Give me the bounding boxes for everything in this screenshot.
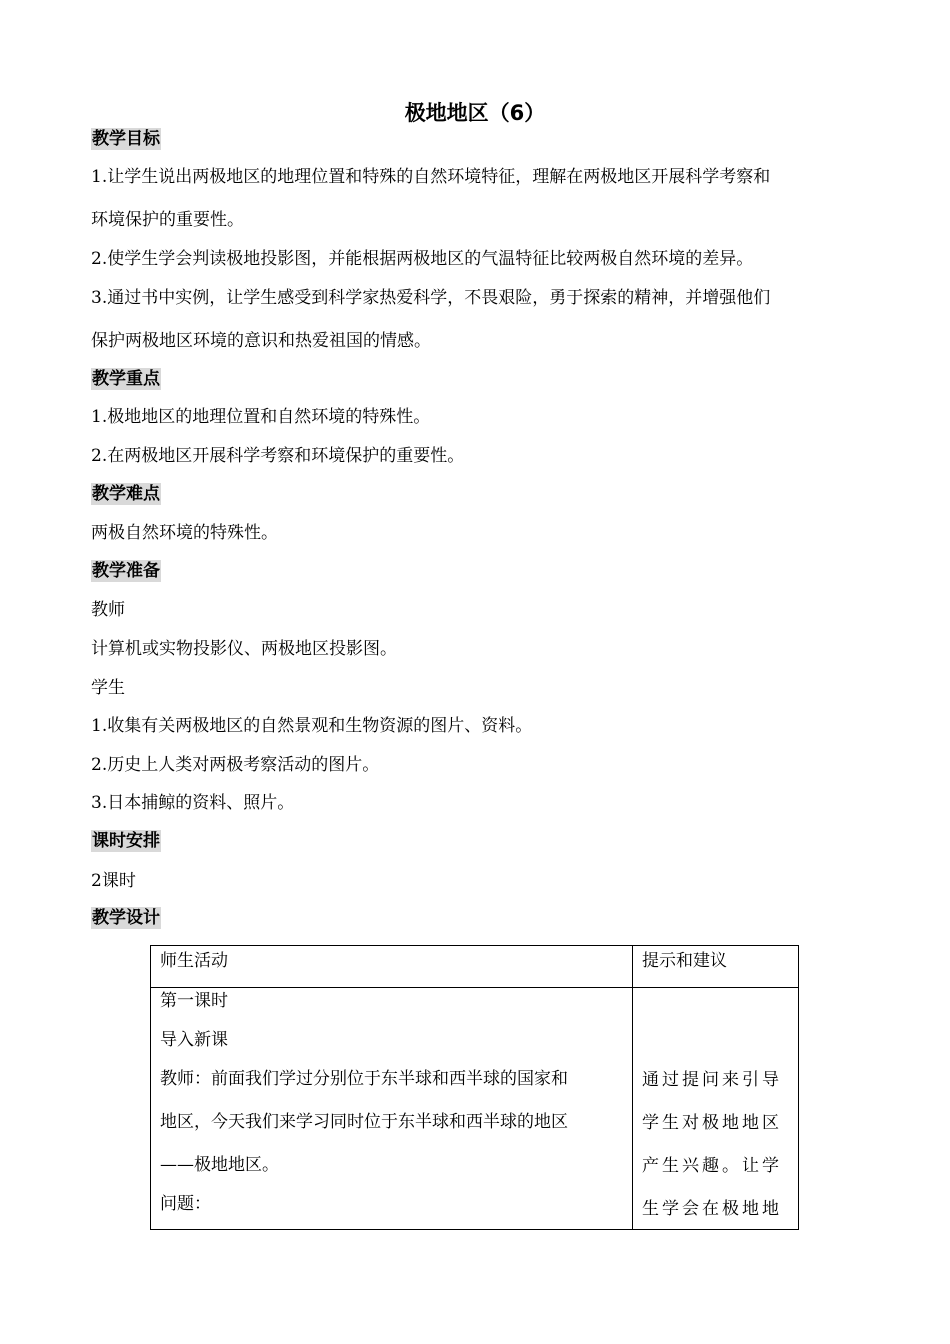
section-heading-schedule: 课时安排: [92, 831, 160, 851]
hint-line: 学生对极地地区: [642, 1113, 782, 1133]
student-item: 1.收集有关两极地区的自然景观和生物资源的图片、资料。: [91, 716, 533, 736]
activity-line: 第一课时: [160, 991, 228, 1011]
page-title: 极地地区（6）: [404, 101, 546, 125]
activity-line: 地区，今天我们来学习同时位于东半球和西半球的地区: [160, 1112, 568, 1132]
teacher-items: 计算机或实物投影仪、两极地区投影图。: [91, 639, 397, 659]
goal-line: 1.让学生说出两极地区的地理位置和特殊的自然环境特征，理解在两极地区开展科学考察和: [91, 167, 771, 187]
section-heading-goals: 教学目标: [92, 129, 160, 149]
key-point-line: 1.极地地区的地理位置和自然环境的特殊性。: [91, 407, 431, 427]
key-point-line: 2.在两极地区开展科学考察和环境保护的重要性。: [91, 446, 465, 466]
activity-line: 问题：: [160, 1194, 211, 1214]
table-header-activity: 师生活动: [160, 951, 228, 971]
section-heading-key-points: 教学重点: [92, 369, 160, 389]
hint-line: 产生兴趣。让学: [642, 1156, 782, 1176]
student-label: 学生: [91, 678, 125, 698]
activity-line: ——极地地区。: [160, 1155, 279, 1175]
activity-line: 教师：前面我们学过分别位于东半球和西半球的国家和: [160, 1069, 568, 1089]
teacher-label: 教师: [91, 600, 125, 620]
difficulty-line: 两极自然环境的特殊性。: [91, 523, 278, 543]
table-header-hint: 提示和建议: [642, 951, 727, 971]
goal-line: 3.通过书中实例，让学生感受到科学家热爱科学，不畏艰险，勇于探索的精神，并增强他们: [91, 288, 771, 308]
goal-line: 环境保护的重要性。: [91, 210, 244, 230]
section-heading-preparation: 教学准备: [92, 561, 160, 581]
hint-line: 通过提问来引导: [642, 1070, 782, 1090]
goal-line: 2.使学生学会判读极地投影图，并能根据两极地区的气温特征比较两极自然环境的差异。: [91, 249, 754, 269]
section-heading-design: 教学设计: [92, 908, 160, 928]
table-row-divider: [151, 987, 798, 988]
goal-line: 保护两极地区环境的意识和热爱祖国的情感。: [91, 331, 431, 351]
design-table: [150, 945, 799, 1230]
schedule-line: 2课时: [91, 871, 136, 891]
table-column-divider: [632, 946, 633, 1229]
student-item: 3.日本捕鲸的资料、照片。: [91, 793, 295, 813]
section-heading-difficulties: 教学难点: [92, 484, 160, 504]
student-item: 2.历史上人类对两极考察活动的图片。: [91, 755, 380, 775]
activity-line: 导入新课: [160, 1030, 228, 1050]
hint-line: 生学会在极地地: [642, 1199, 782, 1219]
